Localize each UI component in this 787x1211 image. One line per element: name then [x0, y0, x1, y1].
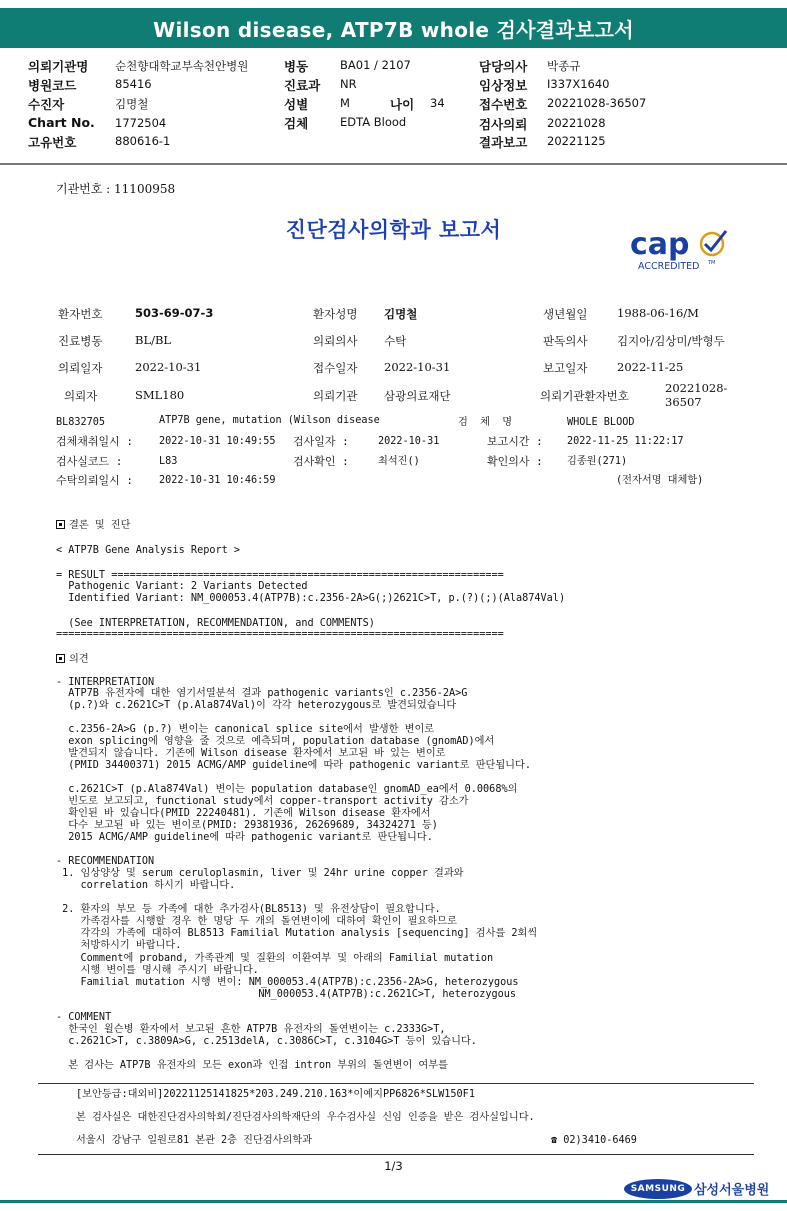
- header-label-department: 진료과: [284, 78, 321, 93]
- opinion-line: 가족검사를 시행할 경우 한 명당 두 개의 돌연변이에 대하여 확인이 필요하므로: [56, 916, 457, 927]
- info-label-patient-no: 환자번호: [58, 307, 103, 321]
- certification-note: 본 검사실은 대한진단검사의학회/진단검사의학재단의 우수검사실 신임 인증을 받은 검사실입니다.: [76, 1112, 535, 1123]
- section-opinion-heading: [56, 654, 89, 666]
- result-identified-variant: Identified Variant: NM_000053.4(ATP7B):c.2356-2A>G(;)2621C>T, p.(?)(;)(Ala874Val): [56, 593, 566, 604]
- header-value-request-date: 20221028: [547, 116, 606, 130]
- header-value-patient: 김명철: [115, 97, 149, 111]
- opinion-line: (p.?)와 c.2621C>T (p.Ala874Val)이 각각 heterozygous로 발견되었습니다: [56, 700, 457, 711]
- samsung-brand: SAMSUNG: [624, 1179, 692, 1199]
- info-label-reading-doctor: 판독의사: [543, 334, 588, 348]
- section-conclusion-heading: [56, 520, 130, 532]
- collection-time-label: 검체채취일시 :: [56, 435, 134, 448]
- info-label-institution-patient-no: 의뢰기관환자번호: [540, 389, 629, 403]
- header-label-request-date: 검사의뢰: [479, 117, 528, 132]
- opinion-line: - INTERPRETATION: [56, 677, 155, 688]
- agency-number: 기관번호 : 11100958: [56, 182, 176, 196]
- header-label-accession: 접수번호: [479, 97, 528, 112]
- esign-note: (전자서명 대체함): [616, 475, 704, 486]
- result-header-line: = RESULT ================================================================: [56, 570, 504, 581]
- header-label-sex: 성별: [284, 97, 309, 112]
- opinion-line: c.2621C>T, c.3809A>G, c.2513delA, c.3086C>T, c.3104G>T 등이 있습니다.: [56, 1036, 477, 1047]
- collection-time-value: 2022-10-31 10:49:55: [159, 436, 276, 447]
- test-code: BL832705: [56, 417, 106, 428]
- header-label-doctor: 담당의사: [479, 59, 528, 74]
- opinion-line: NM_000053.4(ATP7B):c.2621C>T, heterozygous: [56, 989, 517, 1000]
- header-value-specimen: EDTA Blood: [340, 115, 407, 129]
- header-value-sex: M: [340, 96, 350, 110]
- result-footer-line: =========================================================================: [56, 629, 504, 640]
- info-label-report-date: 보고일자: [543, 361, 588, 375]
- opinion-line: exon splicing에 영향을 줄 것으로 예측되며, population database (gnomAD)에서: [56, 736, 495, 747]
- consign-time-label: 수탁의뢰일시 :: [56, 474, 134, 487]
- header-value-ward: BA01 / 2107: [340, 58, 411, 72]
- test-confirm-value: 최석진(): [378, 456, 420, 467]
- opinion-line: 2015 ACMG/AMP guideline에 따라 pathogenic variant로 판단됩니다.: [56, 832, 433, 843]
- header-value-age: 34: [430, 96, 445, 110]
- header-value-clinical-info: I337X1640: [547, 77, 610, 91]
- specimen-label: 검 체 명: [458, 417, 513, 428]
- specimen-name: WHOLE BLOOD: [567, 417, 635, 428]
- header-label-hospital: 의뢰기관명: [28, 59, 89, 74]
- test-confirm-label: 검사확인 :: [293, 455, 349, 468]
- opinion-line: Comment에 proband, 가족관계 및 질환의 이환여부 및 아래의 Familial mutation: [56, 953, 494, 964]
- info-label-patient-name: 환자성명: [313, 307, 358, 321]
- samsung-hospital-logo: [624, 1178, 769, 1199]
- info-value-requesting-institution: 삼광의료재단: [384, 389, 451, 403]
- opinion-line: 빈도로 보고되고, functional study에서 copper-transport activity 감소가: [56, 796, 469, 807]
- header-value-department: NR: [340, 77, 357, 91]
- info-value-receipt-date: 2022-10-31: [384, 360, 451, 374]
- header-label-chart-no: Chart No.: [28, 115, 95, 130]
- cap-accredited-logo: [628, 226, 738, 274]
- report-time-value: 2022-11-25 11:22:17: [567, 436, 684, 447]
- header-label-hospital-code: 병원코드: [28, 78, 77, 93]
- info-label-request-date: 의뢰일자: [58, 361, 103, 375]
- header-label-patient: 수진자: [28, 97, 65, 112]
- opinion-line: 시행 변이를 명시해 주시기 바랍니다.: [56, 965, 259, 976]
- info-value-patient-name: 김명철: [384, 307, 418, 321]
- opinion-line: c.2621C>T (p.Ala874Val) 변이는 population database인 gnomAD_ea에서 0.0068%의: [56, 784, 518, 795]
- header-value-report-date: 20221125: [547, 134, 606, 148]
- info-label-requesting-institution: 의뢰기관: [313, 389, 358, 403]
- cap-logo-sub: ACCREDITED: [638, 261, 700, 272]
- opinion-line: 처방하시기 바랍니다.: [56, 940, 182, 951]
- info-value-birthdate: 1988-06-16/M: [617, 306, 699, 320]
- banner-title: Wilson disease, ATP7B whole 검사결과보고서: [153, 17, 634, 42]
- info-value-requester: SML180: [135, 388, 185, 402]
- result-pathogenic-variant: Pathogenic Variant: 2 Variants Detected: [56, 581, 308, 592]
- report-subtitle: < ATP7B Gene Analysis Report >: [56, 545, 241, 556]
- opinion-line: 다수 보고된 바 있는 변이로(PMID: 29381936, 26269689, 34324271 등): [56, 820, 438, 831]
- opinion-line: 한국인 윌슨병 환자에서 보고된 흔한 ATP7B 유전자의 돌연변이는 c.2333G>T,: [56, 1024, 446, 1035]
- opinion-line: (PMID 34400371) 2015 ACMG/AMP guideline에 따라 pathogenic variant로 판단됩니다.: [56, 760, 531, 771]
- info-value-reading-doctor: 김지아/김상미/박형두: [617, 334, 725, 348]
- opinion-line: 각각의 가족에 대하여 BL8513 Familial Mutation analysis [sequencing] 검사를 2회씩: [56, 928, 538, 939]
- section-conclusion-title: 결론 및 진단: [69, 520, 131, 531]
- address: 서울시 강남구 일원로81 본관 2층 진단검사의학과: [76, 1135, 313, 1146]
- info-label-requester: 의뢰자: [64, 389, 98, 403]
- section-opinion-title: 의견: [69, 654, 89, 665]
- phone-number: 02)3410-6469: [563, 1135, 637, 1146]
- header-label-age: 나이: [390, 97, 415, 112]
- header-divider: [0, 163, 787, 165]
- test-date-value: 2022-10-31: [378, 436, 440, 447]
- opinion-line: - COMMENT: [56, 1012, 112, 1023]
- cap-logo-tm: TM: [708, 260, 716, 266]
- header-value-doctor: 박종규: [547, 59, 581, 73]
- info-value-request-date: 2022-10-31: [135, 360, 202, 374]
- confirm-doctor-label: 확인의사 :: [487, 455, 543, 468]
- lab-code-label: 검사실코드 :: [56, 455, 123, 468]
- info-label-birthdate: 생년월일: [543, 307, 588, 321]
- phone-icon: ☎: [551, 1135, 558, 1146]
- opinion-line: 1. 임상양상 및 serum ceruloplasmin, liver 및 24hr urine copper 결과와: [56, 868, 464, 879]
- cap-logo-text: cap: [630, 227, 690, 262]
- consign-time-value: 2022-10-31 10:46:59: [159, 475, 276, 486]
- info-label-ward: 진료병동: [58, 334, 103, 348]
- opinion-line: c.2356-2A>G (p.?) 변이는 canonical splice site에서 발생한 변이로: [56, 724, 435, 735]
- hospital-name: 삼성서울병원: [694, 1183, 770, 1198]
- section-square-icon: [56, 520, 65, 529]
- report-title: 진단검사의학과 보고서: [285, 217, 502, 242]
- info-value-requesting-doctor: 수탁: [384, 334, 407, 348]
- header-value-unique-no: 880616-1: [115, 134, 171, 148]
- section-square-icon: [56, 654, 65, 663]
- report-banner: [0, 8, 787, 48]
- info-value-institution-patient-no-2: 36507: [665, 395, 702, 409]
- page-number: 1/3: [384, 1159, 403, 1173]
- result-see-note: (See INTERPRETATION, RECOMMENDATION, and COMMENTS): [56, 618, 375, 629]
- opinion-line: 확인된 바 있습니다(PMID 22240481). 기존에 Wilson disease 환자에서: [56, 808, 431, 819]
- header-label-report-date: 결과보고: [479, 135, 528, 150]
- info-label-requesting-doctor: 의뢰의사: [313, 334, 358, 348]
- opinion-line: 발견되지 않습니다. 기존에 Wilson disease 환자에서 보고된 바 있는 변이로: [56, 748, 446, 759]
- header-label-clinical-info: 임상정보: [479, 78, 528, 93]
- info-value-institution-patient-no: 20221028-: [665, 381, 728, 395]
- opinion-line: correlation 하시기 바랍니다.: [56, 880, 236, 891]
- opinion-line: 본 검사는 ATP7B 유전자의 모든 exon과 인접 intron 부위의 돌연변이 여부를: [56, 1060, 448, 1071]
- header-value-hospital: 순천향대학교부속천안병원: [115, 59, 249, 73]
- lab-code-value: L83: [159, 456, 178, 467]
- report-time-label: 보고시간 :: [487, 435, 543, 448]
- info-value-ward: BL/BL: [135, 333, 172, 347]
- opinion-line: 2. 환자의 부모 등 가족에 대한 추가검사(BL8513) 및 유전상담이 필요합니다.: [56, 904, 441, 915]
- info-value-report-date: 2022-11-25: [617, 360, 684, 374]
- opinion-line: - RECOMMENDATION: [56, 856, 155, 867]
- opinion-line: Familial mutation 시행 변이: NM_000053.4(ATP7B):c.2356-2A>G, heterozygous: [56, 977, 519, 988]
- header-label-specimen: 검체: [284, 116, 309, 131]
- confirm-doctor-value: 김종원(271): [567, 456, 628, 467]
- opinion-line: ATP7B 유전자에 대한 염기서열분석 결과 pathogenic variants인 c.2356-2A>G: [56, 688, 468, 699]
- bottom-rule: [0, 1200, 787, 1203]
- info-label-receipt-date: 접수일자: [313, 361, 358, 375]
- header-value-hospital-code: 85416: [115, 77, 152, 91]
- test-name: ATP7B gene, mutation (Wilson disease: [159, 415, 380, 426]
- header-label-ward: 병동: [284, 59, 309, 74]
- security-line: [보안등급:대외비]20221125141825*203.249.210.163*이예지PP6826*SLW150F1: [76, 1089, 475, 1100]
- header-label-unique-no: 고유번호: [28, 135, 77, 150]
- header-value-chart-no: 1772504: [115, 116, 167, 130]
- info-value-patient-no: 503-69-07-3: [135, 306, 214, 320]
- phone: [551, 1135, 637, 1147]
- test-date-label: 검사일자 :: [293, 435, 349, 448]
- header-value-accession: 20221028-36507: [547, 96, 647, 110]
